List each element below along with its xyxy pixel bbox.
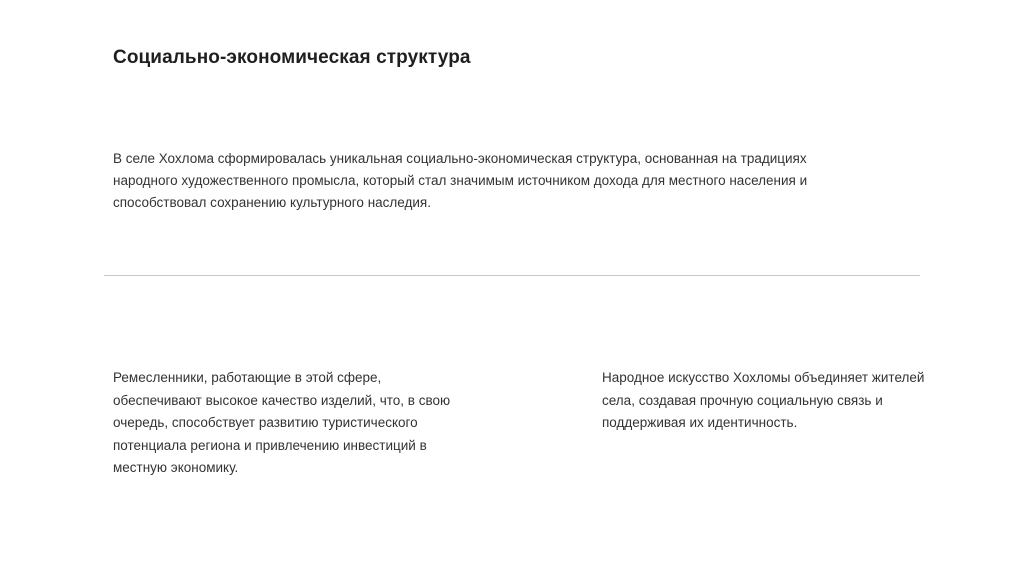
- left-column-paragraph: Ремесленники, работающие в этой сфере, обеспечивают высокое качество изделий, что, в свою очередь, способствует развитию туристического потенциала региона и привлечению инвестиций в местную экономику.: [113, 370, 451, 475]
- slide-title: Социально-экономическая структура: [113, 47, 471, 68]
- intro-paragraph: В селе Хохлома сформировалась уникальная социально-экономическая структура, основанная на традициях народного художественного промысла, который стал значимым источником дохода для местного населения и способствовал сохранению культурного наследия.: [113, 151, 808, 210]
- horizontal-divider: [104, 275, 920, 276]
- right-column-paragraph: Народное искусство Хохломы объединяет жителей села, создавая прочную социальную связь и поддерживая их идентичность.: [602, 370, 925, 430]
